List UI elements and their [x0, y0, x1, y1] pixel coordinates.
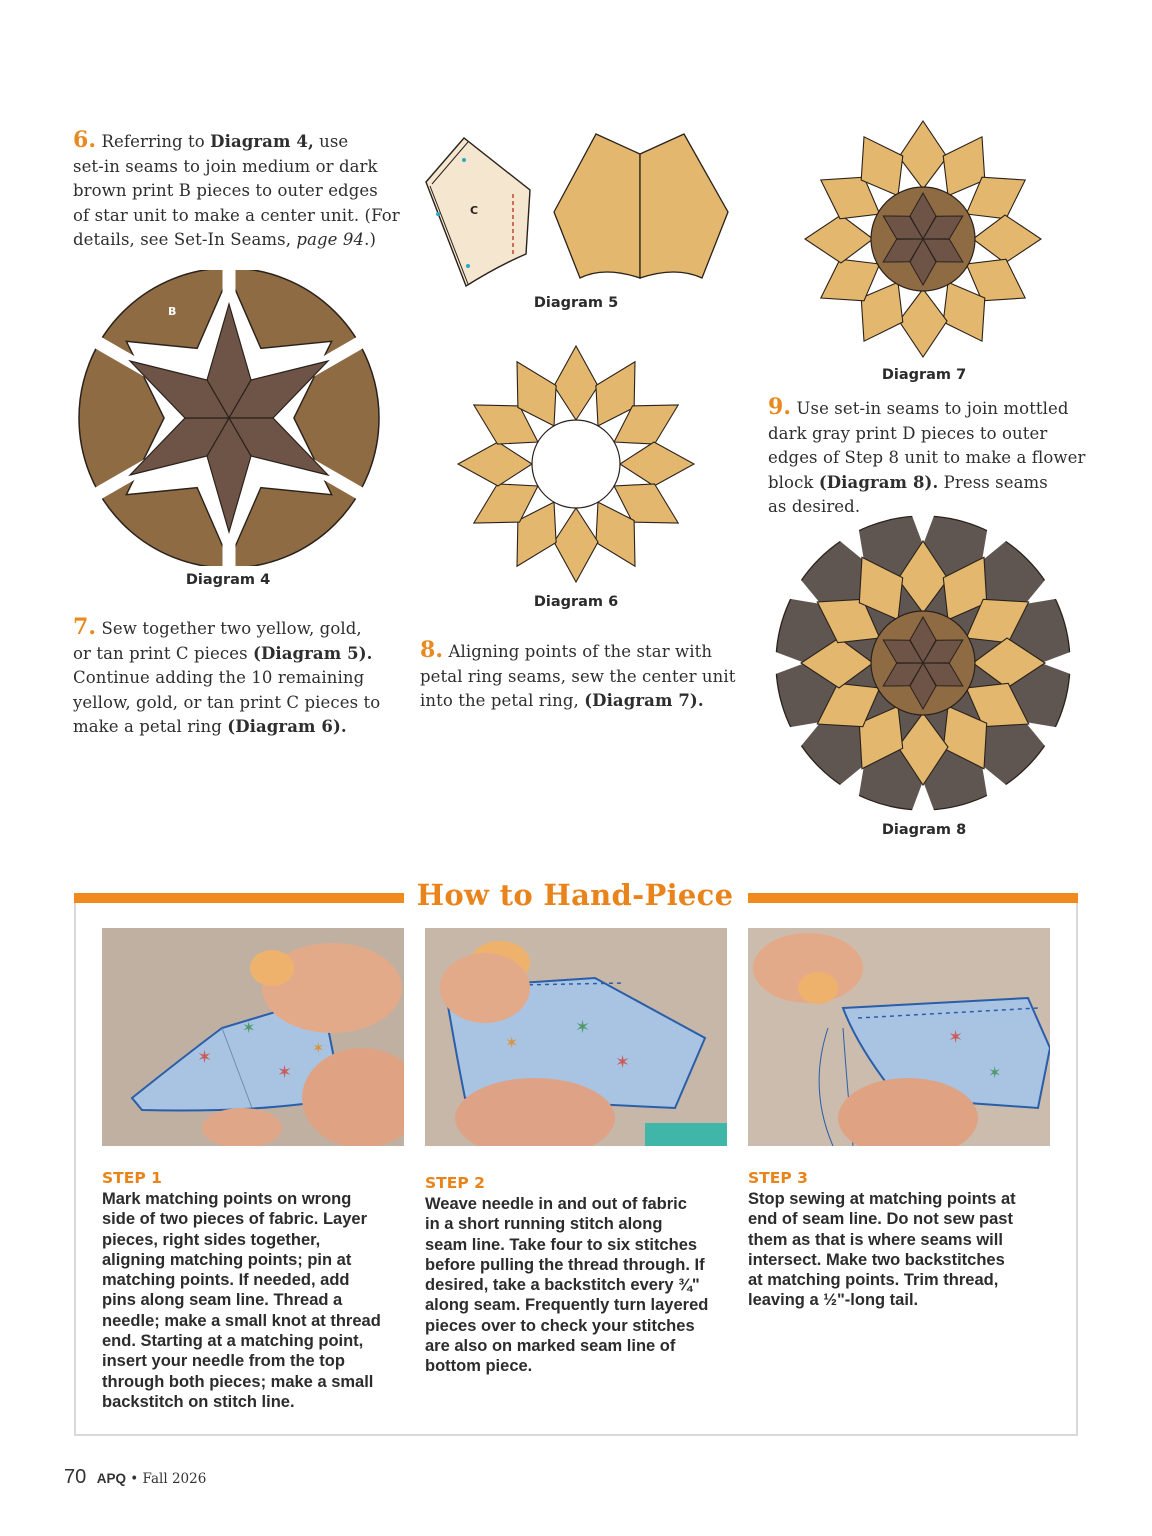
diagram-6-caption: Diagram 6: [533, 594, 619, 610]
step-8-ref: (Diagram 7).: [584, 691, 704, 710]
diagram-5-piece-label: C: [470, 204, 479, 217]
petal-piece: [805, 215, 873, 263]
step-7-line: Sew together two yellow, gold,: [96, 619, 362, 638]
how-to-step-line: Mark matching points on wrong: [102, 1190, 352, 1208]
how-to-step-1-head: STEP 1: [102, 1169, 162, 1187]
page-footer: [64, 1466, 206, 1489]
how-to-step-line: pins along seam line. Thread a: [102, 1291, 343, 1310]
how-to-bar-right: [748, 893, 1078, 903]
step-9-line: Use set-in seams to join mottled: [791, 399, 1069, 418]
step-7-text-a: or tan print C pieces: [73, 643, 254, 663]
how-to-step-line: along seam. Frequently turn layered: [425, 1296, 709, 1315]
how-to-step-1-body: [102, 1189, 402, 1412]
step-6-text-a: Referring to: [96, 132, 211, 151]
how-to-step-line: end. Starting at a matching point,: [102, 1332, 364, 1351]
step-6-line: set-in seams to join medium or dark: [73, 156, 378, 176]
step-8-text: [420, 638, 750, 714]
diagram-5: [418, 132, 738, 292]
how-to-title: How to Hand-Piece: [405, 878, 745, 912]
step-9-ref: (Diagram 8).: [818, 472, 939, 492]
step-7-ref-a: (Diagram 5).: [253, 643, 373, 663]
petal-piece: [620, 442, 694, 486]
svg-text:✶: ✶: [505, 1033, 519, 1052]
how-to-step-line: aligning matching points; pin at: [102, 1250, 352, 1269]
petal-piece: [458, 442, 532, 486]
step-6-number: 6.: [73, 127, 97, 153]
how-to-step-line: pieces over to check your stitches: [425, 1316, 695, 1335]
step-9-text: [768, 395, 1098, 520]
step-6-text-c: details, see Set-In Seams,: [73, 230, 297, 249]
diagram-8-piece-label: D: [918, 521, 928, 534]
step-7-ref-b: (Diagram 6).: [227, 717, 347, 736]
step-9-text-a: block: [768, 472, 819, 492]
svg-text:✶: ✶: [948, 1027, 964, 1048]
step-9-number: 9.: [768, 394, 792, 420]
how-to-step-line: are also on marked seam line of: [425, 1337, 676, 1356]
step-7-line: Continue adding the 10 remaining: [73, 668, 365, 687]
magazine-name: APQ: [96, 1471, 126, 1486]
diagram-8: [774, 514, 1072, 812]
svg-text:✶: ✶: [242, 1018, 256, 1037]
how-to-step-2-head: STEP 2: [425, 1174, 485, 1192]
svg-text:✶: ✶: [277, 1062, 293, 1083]
how-to-step-line: desired, take a backstitch every ¾": [425, 1276, 700, 1295]
step-6-line: brown print B pieces to outer edges: [73, 181, 378, 200]
how-to-step-line: intersect. Make two backstitches: [748, 1250, 1005, 1269]
how-to-step-line: seam line. Take four to six stitches: [425, 1235, 698, 1254]
step-3-photo: [748, 928, 1050, 1146]
how-to-step-3-head: STEP 3: [748, 1169, 808, 1187]
how-to-step-line: needle; make a small knot at thread: [102, 1311, 381, 1330]
diagram-7: [804, 120, 1042, 358]
how-to-step-line: insert your needle from the top: [102, 1352, 345, 1371]
step-9-line: edges of Step 8 unit to make a flower: [768, 448, 1086, 467]
step-7-line: yellow, gold, or tan print C pieces to: [73, 692, 381, 712]
how-to-step-line: them as that is where seams will: [748, 1230, 1003, 1249]
petal-piece: [554, 346, 598, 420]
diagram-4-caption: Diagram 4: [185, 572, 271, 588]
step-8-text-a: into the petal ring,: [420, 691, 585, 710]
diagram-5-caption: Diagram 5: [533, 295, 619, 311]
step-6-page-ref: page 94: [296, 230, 365, 249]
step-8-line: petal ring seams, sew the center unit: [420, 666, 736, 686]
step-8-line: Aligning points of the star with: [443, 642, 713, 661]
issue-label: • Fall 2026: [125, 1471, 207, 1487]
how-to-step-line: matching points. If needed, add: [102, 1271, 350, 1290]
how-to-step-line: before pulling the thread through. If: [425, 1255, 705, 1274]
step-6-text-b: use: [313, 132, 349, 151]
step-9-line: as desired.: [768, 497, 861, 516]
how-to-step-line: end of seam line. Do not sew past: [748, 1210, 1013, 1229]
how-to-step-line: in a short running stitch along: [425, 1215, 663, 1234]
step-6-ref: Diagram 4,: [210, 132, 314, 151]
step-6-text: [73, 128, 403, 253]
how-to-step-line: bottom piece.: [425, 1357, 533, 1376]
how-to-step-3-body: [748, 1189, 1048, 1311]
diagram-7-caption: Diagram 7: [881, 367, 967, 383]
how-to-bar-left: [74, 893, 404, 903]
svg-text:✶: ✶: [615, 1052, 631, 1073]
step-7-text-b: make a petal ring: [73, 717, 228, 736]
how-to-step-line: side of two pieces of fabric. Layer: [102, 1210, 367, 1229]
how-to-step-line: pieces, right sides together,: [102, 1230, 321, 1249]
step-2-photo: [425, 928, 727, 1146]
petal-piece: [973, 215, 1041, 263]
diagram-4: [76, 270, 382, 566]
step-7-text: [73, 615, 403, 740]
svg-text:✶: ✶: [312, 1039, 325, 1057]
step-8-number: 8.: [420, 637, 444, 663]
diagram-4-piece-label: B: [168, 305, 177, 318]
petal-piece: [899, 289, 947, 357]
how-to-step-2-body: [425, 1194, 725, 1377]
how-to-step-line: Weave needle in and out of fabric: [425, 1195, 687, 1213]
step-6-text-d: .): [364, 230, 376, 249]
how-to-step-line: through both pieces; make a small: [102, 1372, 374, 1391]
step-6-line: of star unit to make a center unit. (For: [73, 205, 400, 225]
how-to-step-line: backstitch on stitch line.: [102, 1392, 295, 1411]
diagram-8-caption: Diagram 8: [881, 822, 967, 838]
diagram-6: [456, 344, 696, 584]
svg-text:✶: ✶: [988, 1063, 1002, 1082]
how-to-step-line: Stop sewing at matching points at: [748, 1190, 1016, 1208]
step-7-number: 7.: [73, 614, 97, 640]
step-1-photo: [102, 928, 404, 1146]
page-number: 70: [64, 1466, 87, 1488]
how-to-step-line: leaving a ½"-long tail.: [748, 1291, 919, 1310]
petal-piece: [554, 508, 598, 582]
step-9-line: dark gray print D pieces to outer: [768, 423, 1048, 443]
svg-text:✶: ✶: [575, 1017, 591, 1038]
petal-piece: [899, 121, 947, 189]
svg-text:✶: ✶: [197, 1047, 213, 1068]
how-to-step-line: at matching points. Trim thread,: [748, 1271, 999, 1290]
step-9-text-b: Press seams: [938, 472, 1048, 492]
